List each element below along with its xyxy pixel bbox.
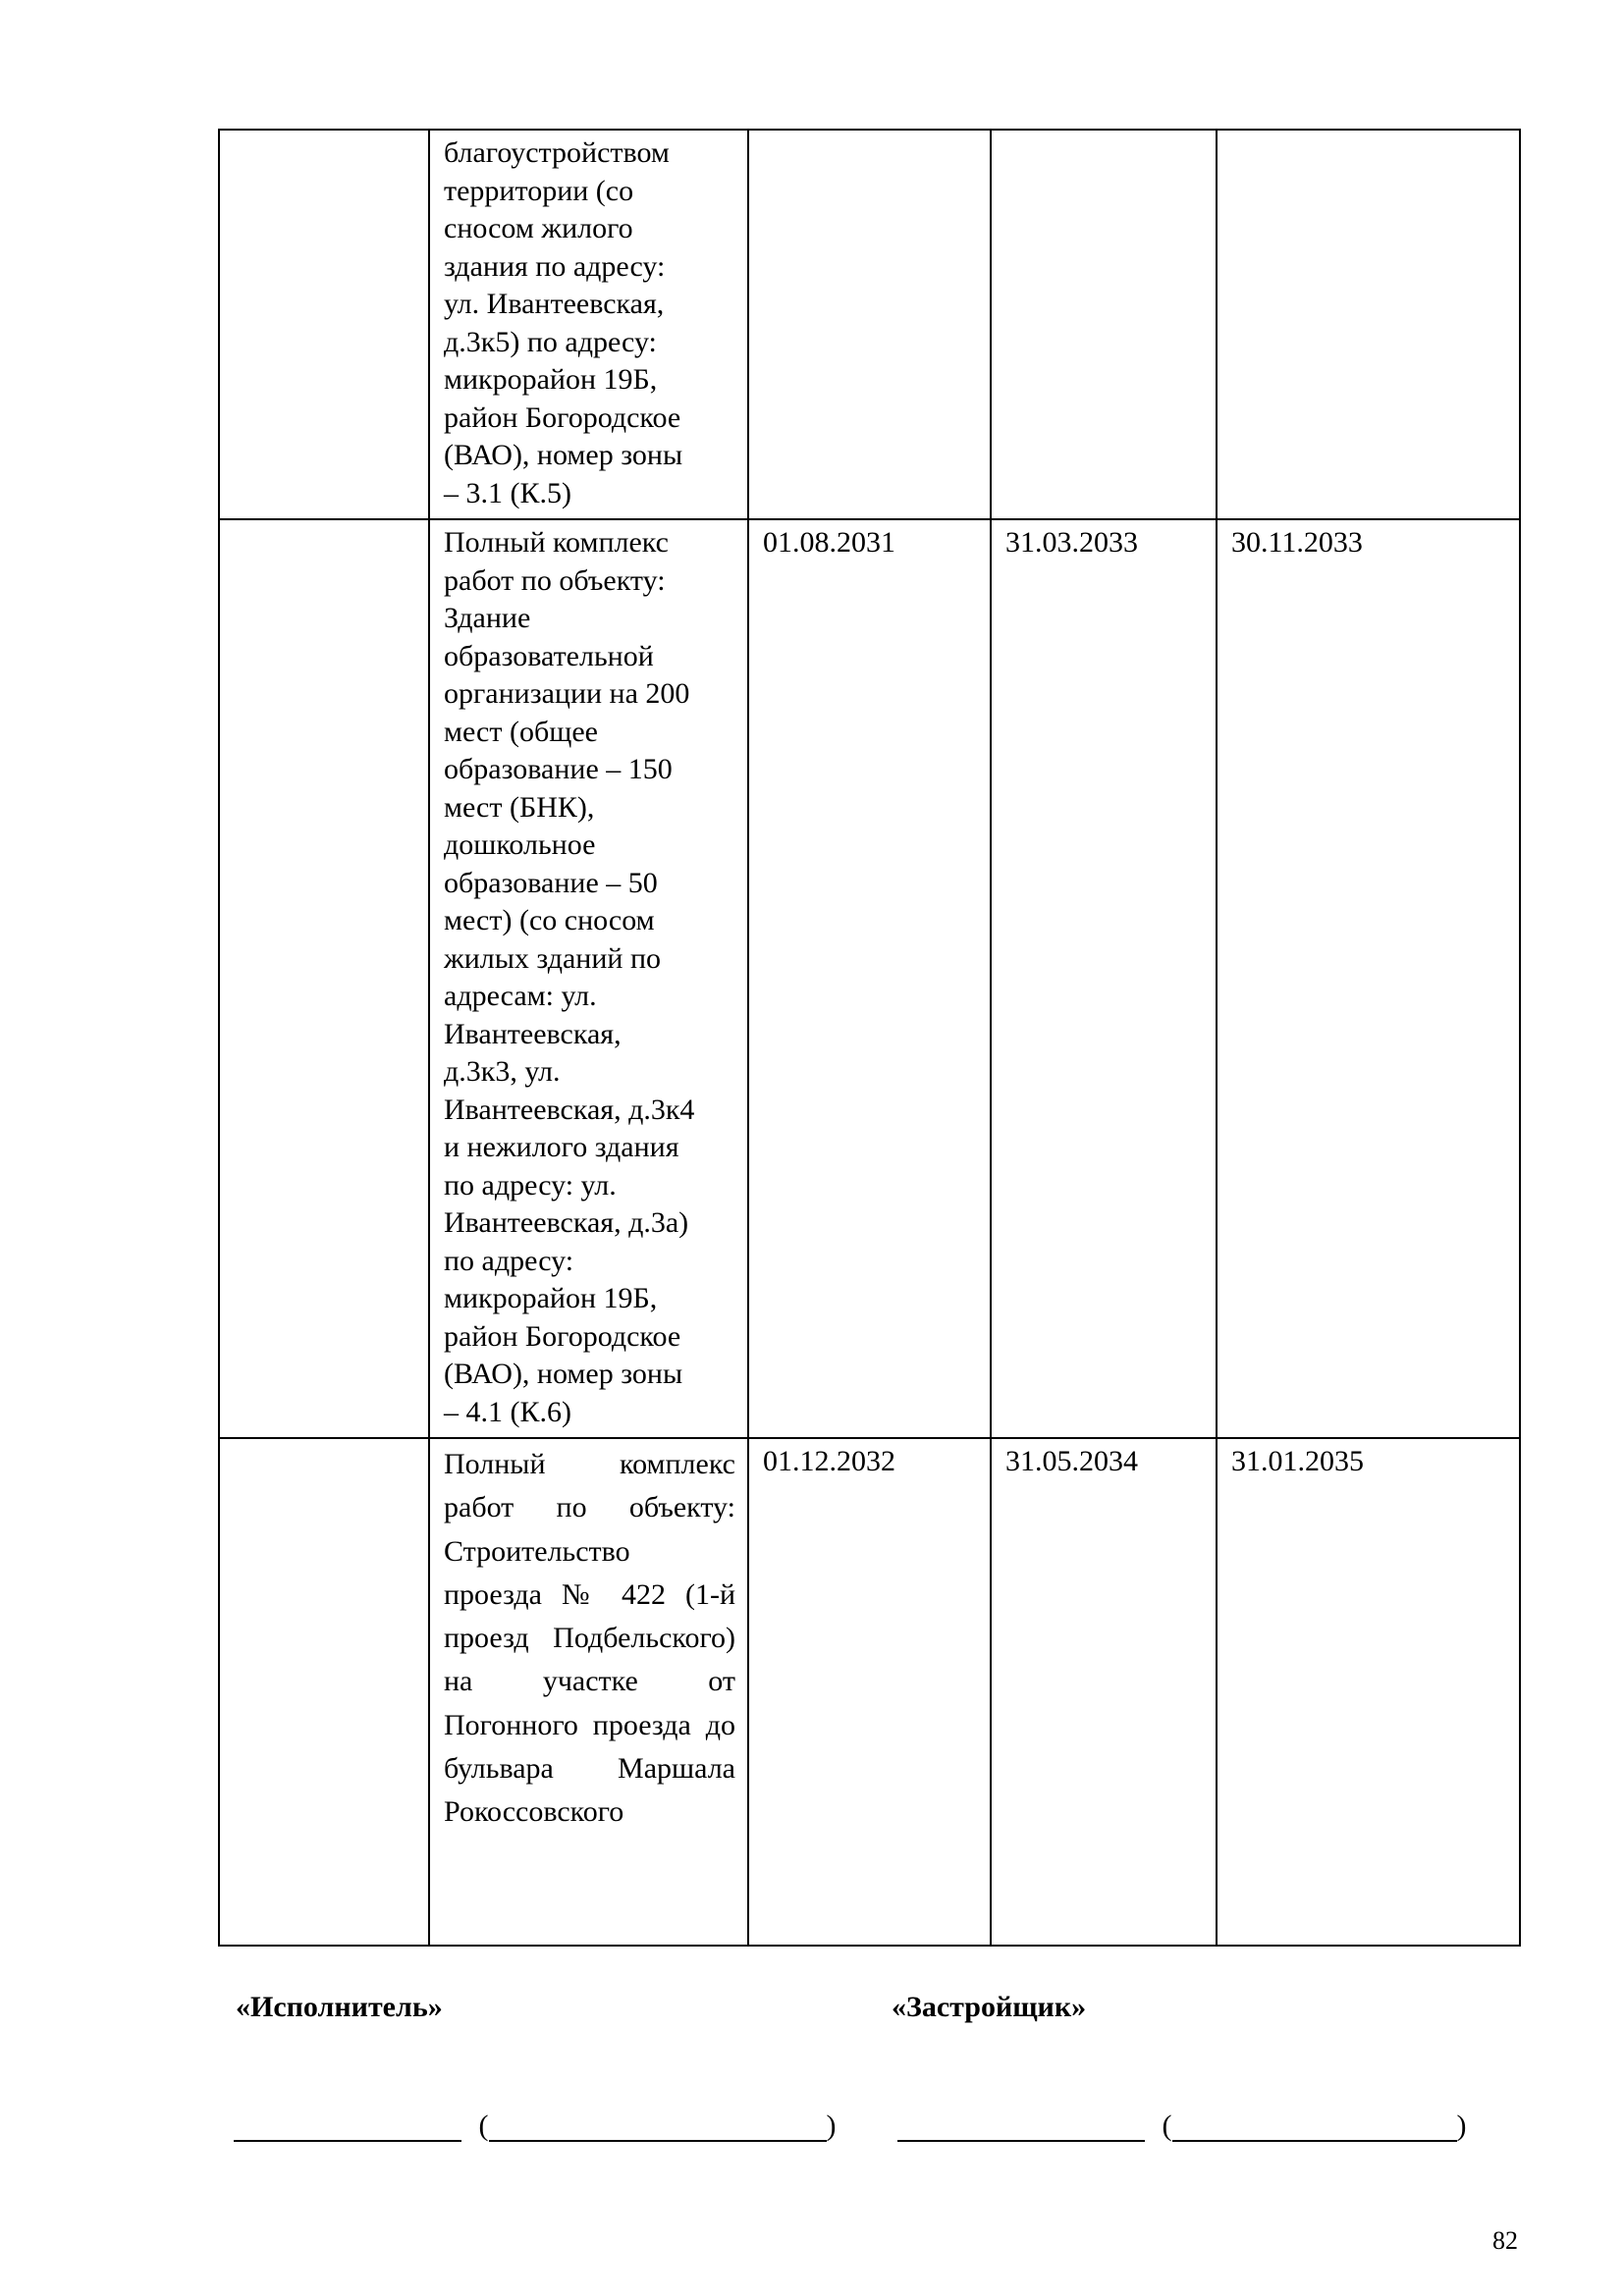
table-cell-description	[429, 1438, 748, 1946]
executor-label: «Исполнитель»	[236, 1991, 443, 2023]
table-cell-date-end	[1217, 130, 1520, 519]
table-cell-date-mid	[991, 130, 1217, 519]
table-cell-number	[219, 130, 429, 519]
table-cell-description	[429, 130, 748, 519]
page-number: 82	[1492, 2226, 1518, 2255]
table-cell-date-end: 30.11.2033	[1217, 519, 1520, 1438]
description-text: благоустройством территории (со сносом жилого здания по адресу: ул. Ивантеевская, д.3к5) по адресу: микрорайон 19Б, район Богородское (ВАО), номер зоны – 3.1 (К.5)	[444, 136, 683, 509]
developer-signature-blank	[897, 2112, 1145, 2142]
table-cell-number	[219, 1438, 429, 1946]
developer-name-blank	[1172, 2112, 1457, 2142]
developer-open-paren: (	[1162, 2109, 1172, 2142]
table-cell-date-mid: 31.05.2034	[991, 1438, 1217, 1946]
developer-signature-line	[897, 2109, 1467, 2144]
table-cell-date-end: 31.01.2035	[1217, 1438, 1520, 1946]
table-row	[219, 1438, 1520, 1946]
developer-label: «Застройщик»	[892, 1991, 1087, 2023]
description-text: Полный комплекс работ по объекту: Строительство проезда № 422 (1-й проезд Подбельского) на участке от Погонного проезда до бульвара Маршала Рокоссовского	[444, 1448, 735, 1829]
table-row	[219, 130, 1520, 519]
works-schedule-table	[218, 129, 1521, 1947]
executor-signature-blank	[234, 2112, 461, 2142]
table-cell-date-start	[748, 130, 991, 519]
table-cell-date-mid: 31.03.2033	[991, 519, 1217, 1438]
executor-open-paren: (	[478, 2109, 489, 2142]
table-row	[219, 519, 1520, 1438]
table-cell-number	[219, 519, 429, 1438]
executor-signature-line	[234, 2109, 837, 2144]
table-cell-date-start: 01.12.2032	[748, 1438, 991, 1946]
executor-name-blank	[489, 2112, 827, 2142]
description-text: Полный комплекс работ по объекту: Здание образовательной организации на 200 мест (общее образование – 150 мест (БНК), дошкольное образование – 50 мест) (со сносом жилых зданий по адресам: ул. Ивантеевская, д.3к3, ул. Ивантеевская, д.3к4 и нежилого здания по адресу: ул. Ивантеевская, д.3а) по адресу: микрорайон 19Б, район Богородское (ВАО), номер зоны – 4.1 (К.6)	[444, 526, 695, 1428]
executor-close-paren: )	[826, 2109, 837, 2142]
table-cell-date-start: 01.08.2031	[748, 519, 991, 1438]
table-cell-description	[429, 519, 748, 1438]
developer-close-paren: )	[1456, 2109, 1467, 2142]
